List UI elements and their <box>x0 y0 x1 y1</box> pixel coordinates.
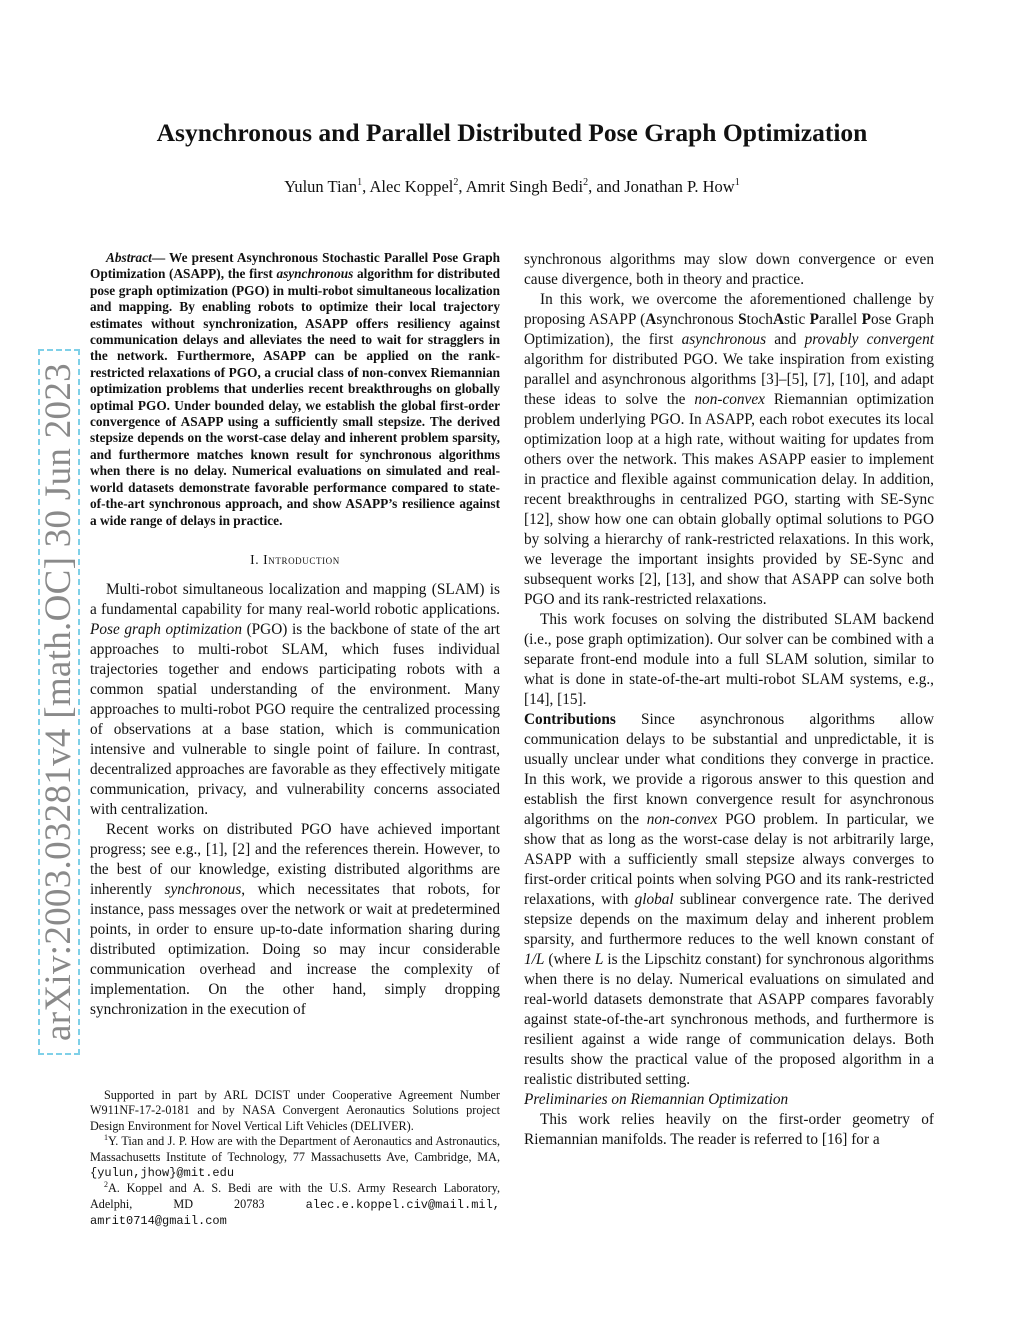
footnote-funding: Supported in part by ARL DCIST under Cooperative Agreement Number W911NF-17-2-0181 and by NASA Convergent Aeronautics Solutions project Design Environment for Novel Vertical Lift Vehicles (DELIVER). <box>90 1088 500 1133</box>
math-symbol: L <box>594 951 604 968</box>
affiliation-mark: 1 <box>357 177 363 188</box>
right-column <box>524 250 934 1150</box>
intro-paragraph: Multi-robot simultaneous localization and mapping (SLAM) is a fundamental capability for many real-world robotic applications. Pose graph optimization (PGO) is the backbone of state of the art approaches to multi-robot SLAM, which fuses individual trajectories together and endows participating robots with a common spatial understanding of the environment. Many approaches to multi-robot PGO require the centralized processing of observations at a base station, which is communication intensive and vulnerable to single point of failure. In contrast, decentralized approaches are favorable as they effectively mitigate communication, privacy, and vulnerability concerns associated with centralization. <box>90 580 501 818</box>
affiliation-mark: 2 <box>583 177 589 188</box>
math-expression: 1/L <box>524 951 545 968</box>
paper-title: Asynchronous and Parallel Distributed Pose Graph Optimization <box>156 118 868 147</box>
body-paragraph: In this work, we overcome the aforementioned challenge by proposing ASAPP (Asynchronous StochAstic Parallel Pose Graph Optimization), the first asynchronous and provably convergent algorithm for distributed PGO. We take inspiration from existing parallel and asynchronous algorithms [3]–[5], [7], [10], and adapt these ideas to solve the non-convex Riemannian optimization problem underlying PGO. In ASAPP, each robot executes its local optimization loop at a high rate, without waiting for updates from others over the network. This makes ASAPP easier to implement in practice and flexible against communication delay. In addition, recent breakthroughs in centralized PGO, starting with SE-Sync [12], show how one can obtain globally optimal solutions to PGO by solving a hierarchy of rank-restricted relaxations. In this work, we leverage the important insights provided by SE-Sync and subsequent works [2], [13], and show that ASAPP can solve both PGO and its rank-restricted relaxations. <box>524 291 935 608</box>
intro-paragraph: Recent works on distributed PGO have achieved important progress; see e.g., [1], [2] and the references therein. However, to the best of our knowledge, existing distributed algorithms are inherently synchronous, which necessitates that robots, for instance, pass messages over the network or wait at predetermined points, in order to ensure up-to-date information sharing during distributed optimization. Doing so may incur considerable communication overhead and increase the complexity of implementation. On the other hand, simply dropping synchronization in the execution of <box>90 820 501 1018</box>
abstract: Abstract— We present Asynchronous Stochastic Parallel Pose Graph Optimization (ASAPP), the first asynchronous algorithm for distributed pose graph optimization (PGO) in multi-robot simultaneous localization and mapping. By enabling robots to optimize their local trajectory estimates without synchronization, ASAPP offers resiliency against communication delays and alleviates the need to wait for stragglers in the network. Furthermore, ASAPP can be applied on the rank-restricted relaxations of PGO, a crucial class of non-convex Riemannian optimization problems that underlies recent breakthroughs on globally optimal PGO. Under bounded delay, we establish the global first-order convergence of ASAPP using a sufficiently small stepsize. The derived stepsize depends on the worst-case delay and inherent problem sparsity, and furthermore matches known result for synchronous algorithms when there is no delay. Numerical evaluations on simulated and real-world datasets demonstrate favorable performance compared to state-of-the-art synchronous approach, and show ASAPP’s resilience against a wide range of delays in practice. <box>90 250 500 528</box>
email-address: {yulun,jhow}@mit.edu <box>90 1166 235 1181</box>
author-name: Jonathan P. How <box>624 177 735 196</box>
contributions-label: Contributions <box>524 711 616 728</box>
affiliation-mark: 1 <box>734 177 740 188</box>
author-name: Alec Koppel <box>369 177 454 196</box>
subsection-heading: Preliminaries on Riemannian Optimization <box>524 1091 789 1108</box>
footnote-affiliation-1: $^1$Y. Tian and J. P. How are with the Department of Aeronautics and Astronautics, Massachusetts Institute of Technology, 77 Massachusetts Ave, Cambridge, MA, {yulun,jhow}@mit.edu <box>90 1133 500 1181</box>
arxiv-identifier-stamp: arXiv:2003.03281v4 [math.OC] 30 Jun 2023 <box>38 349 80 1055</box>
section-heading-introduction: I. Introduction <box>250 551 340 567</box>
affiliation-mark: 2 <box>453 177 459 188</box>
footnotes <box>90 1088 500 1230</box>
email-address: alec.e.koppel.civ@mail.mil, amrit0714@gmail.com <box>90 1197 500 1229</box>
left-column <box>90 250 500 1020</box>
footnote-affiliation-2: $^2$A. Koppel and A. S. Bedi are with the U.S. Army Research Laboratory, Adelphi, MD 20783 alec.e.koppel.civ@mail.mil, amrit0714@gmail.com <box>90 1180 500 1229</box>
body-paragraph: This work focuses on solving the distributed SLAM backend (i.e., pose graph optimization). Our solver can be combined with a separate front-end module into a full SLAM solution, similar to what is done in state-of-the-art multi-robot SLAM systems, e.g., [14], [15]. <box>524 611 934 708</box>
abstract-label: Abstract <box>106 250 152 265</box>
body-paragraph: This work relies heavily on the first-order geometry of Riemannian manifolds. The reader is referred to [16] for a <box>524 1111 934 1148</box>
author-name: Amrit Singh Bedi <box>465 177 584 196</box>
body-paragraph: synchronous algorithms may slow down convergence or even cause divergence, both in theory and practice. <box>524 251 934 288</box>
author-name: Yulun Tian <box>284 177 358 196</box>
contributions-paragraph: Contributions Since asynchronous algorithms allow communication delays to be substantial and unpredictable, it is usually unclear under what conditions they converge in practice. In this work, we provide a rigorous answer to this question and establish the first known convergence result for asynchronous algorithms on the non-convex PGO problem. In particular, we show that as long as the worst-case delay is not arbitrarily large, ASAPP with a sufficiently small stepsize always converges to first-order critical points when solving PGO and its rank-restricted relaxations, with global sublinear convergence rate. The derived stepsize depends on the maximum delay and inherent problem sparsity, and furthermore reduces to the well known constant of 1/L (where L is the Lipschitz constant) for synchronous algorithms when there is no delay. Numerical evaluations on simulated and real-world datasets demonstrate that ASAPP compares favorably against state-of-the-art synchronous methods, and furthermore is resilient against a wide range of communication delays. Both results show the practical value of the proposed algorithm in a realistic distributed setting. <box>524 711 935 1088</box>
author-list: Yulun Tian$^1$, Alec Koppel$^2$, Amrit Singh Bedi$^2$, and Jonathan P. How$^1$ <box>284 177 740 196</box>
